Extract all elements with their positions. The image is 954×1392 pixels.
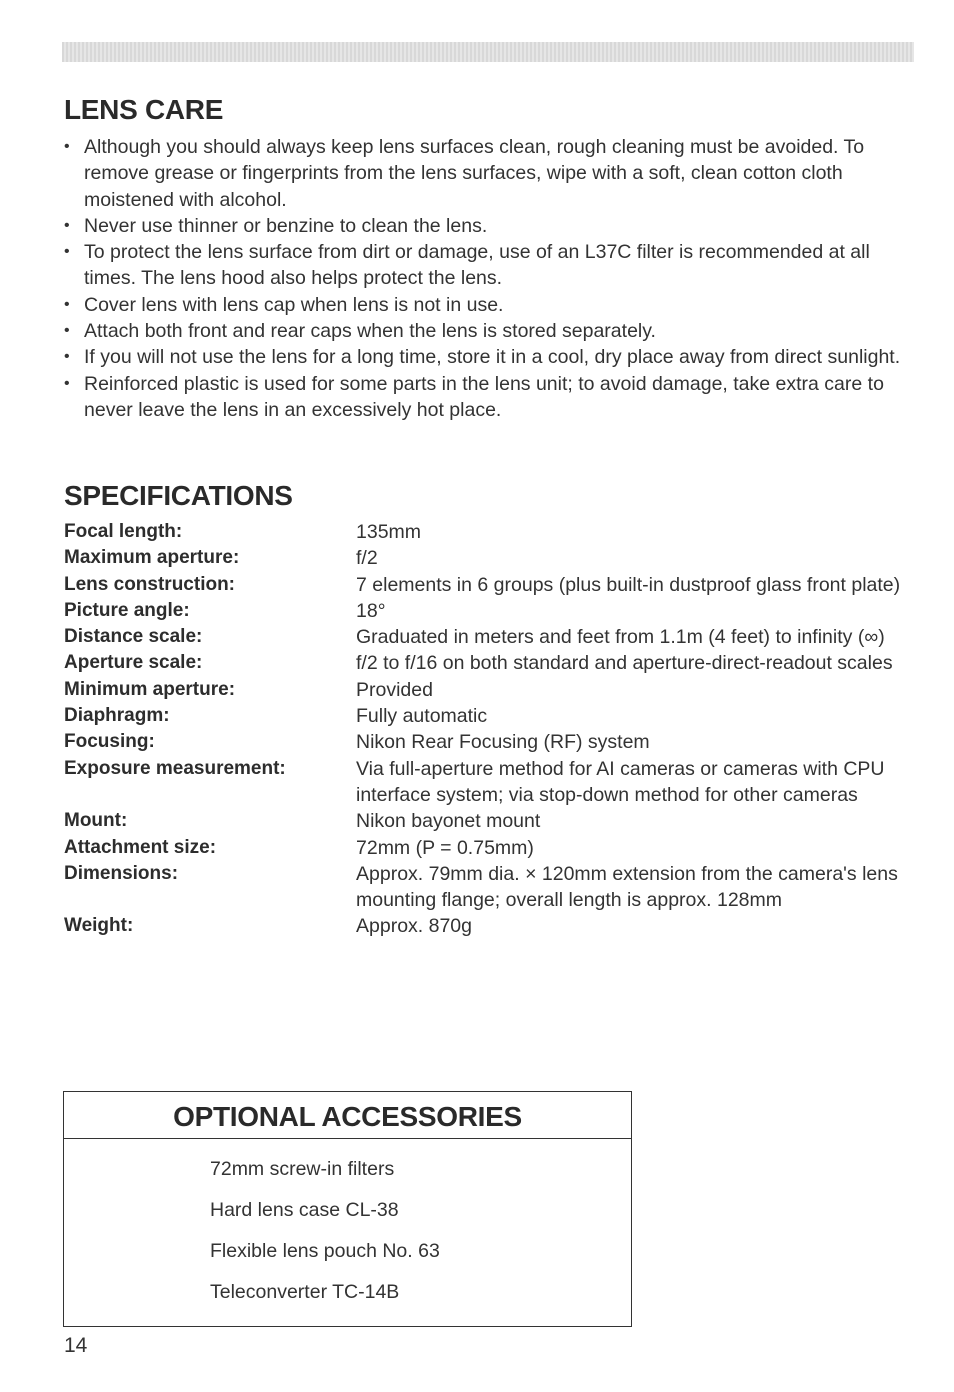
spec-label: Dimensions: — [64, 862, 179, 884]
spec-value: Graduated in meters and feet from 1.1m (4 feet) to infinity (∞) — [356, 626, 885, 649]
spec-row — [64, 624, 924, 650]
spec-label: Minimum aperture: — [64, 678, 236, 700]
spec-row — [64, 729, 924, 755]
spec-label: Aperture scale: — [64, 652, 203, 674]
header-band — [62, 42, 914, 62]
page-number: 14 — [64, 1334, 88, 1357]
accessories-list — [64, 1139, 631, 1313]
list-item: 72mm screw-in filters — [210, 1158, 395, 1180]
spec-row — [64, 650, 924, 676]
list-item: Flexible lens pouch No. 63 — [210, 1240, 440, 1262]
lens-care-heading: LENS CARE — [64, 94, 224, 125]
spec-label: Mount: — [64, 810, 128, 832]
spec-value: 135mm — [356, 521, 422, 543]
spec-row — [64, 519, 924, 545]
spec-value: Via full-aperture method for AI cameras or cameras with CPU interface system; via stop-down method for other cameras — [356, 757, 885, 806]
spec-row — [64, 598, 924, 624]
optional-accessories-box — [63, 1091, 632, 1327]
spec-value: Fully automatic — [356, 705, 488, 728]
spec-value: Nikon Rear Focusing (RF) system — [356, 731, 650, 754]
spec-label: Exposure measurement: — [64, 757, 286, 779]
list-item: • Attach both front and rear caps when the lens is stored separately. — [62, 318, 916, 344]
spec-row — [64, 545, 924, 571]
spec-row — [64, 677, 924, 703]
spec-value: 7 elements in 6 groups (plus built-in dustproof glass front plate) — [356, 573, 901, 596]
list-item: • Reinforced plastic is used for some parts in the lens unit; to avoid damage, take extra care to never leave the lens in an excessively hot place. — [62, 371, 916, 424]
spec-label: Focal length: — [64, 521, 183, 542]
spec-row — [64, 756, 924, 809]
list-item: • If you will not use the lens for a long time, store it in a cool, dry place away from direct sunlight. — [62, 344, 916, 370]
spec-label: Picture angle: — [64, 599, 190, 621]
spec-row — [64, 835, 924, 861]
spec-value: Approx. 870g — [356, 915, 473, 938]
spec-value: f/2 — [356, 547, 378, 570]
spec-label: Attachment size: — [64, 836, 217, 858]
spec-label: Weight: — [64, 915, 134, 937]
lens-care-list — [62, 134, 916, 423]
spec-row — [64, 913, 924, 939]
spec-value: 72mm (P = 0.75mm) — [356, 836, 534, 859]
spec-row — [64, 703, 924, 729]
specifications-table — [64, 519, 924, 940]
list-item: Hard lens case CL-38 — [210, 1199, 399, 1221]
spec-label: Distance scale: — [64, 626, 203, 648]
specifications-heading: SPECIFICATIONS — [64, 480, 293, 511]
spec-row — [64, 572, 924, 598]
list-item: Teleconverter TC-14B — [210, 1281, 400, 1303]
spec-row — [64, 861, 924, 914]
spec-value: Provided — [356, 678, 433, 701]
spec-value: Nikon bayonet mount — [356, 810, 541, 833]
spec-value: Approx. 79mm dia. × 120mm extension from the camera's lens mounting flange; overall length is approx. 128mm — [356, 862, 898, 912]
spec-label: Maximum aperture: — [64, 547, 240, 569]
list-item: • Although you should always keep lens surfaces clean, rough cleaning must be avoided. To remove grease or fingerprints from the lens surfaces, wipe with a soft, clean cotton cloth moistened with alcohol. — [62, 134, 916, 213]
list-item: • To protect the lens surface from dirt or damage, use of an L37C filter is recommended at all times. The lens hood also helps protect the lens. — [62, 239, 916, 292]
list-item: • Never use thinner or benzine to clean the lens. — [62, 213, 916, 239]
optional-accessories-heading: OPTIONAL ACCESSORIES — [64, 1092, 631, 1139]
spec-value: 18° — [356, 599, 386, 622]
spec-label: Lens construction: — [64, 573, 236, 595]
spec-value: f/2 to f/16 on both standard and aperture-direct-readout scales — [356, 652, 893, 675]
spec-label: Diaphragm: — [64, 705, 170, 727]
list-item: • Cover lens with lens cap when lens is not in use. — [62, 292, 916, 318]
spec-label: Focusing: — [64, 731, 155, 753]
spec-row — [64, 808, 924, 834]
